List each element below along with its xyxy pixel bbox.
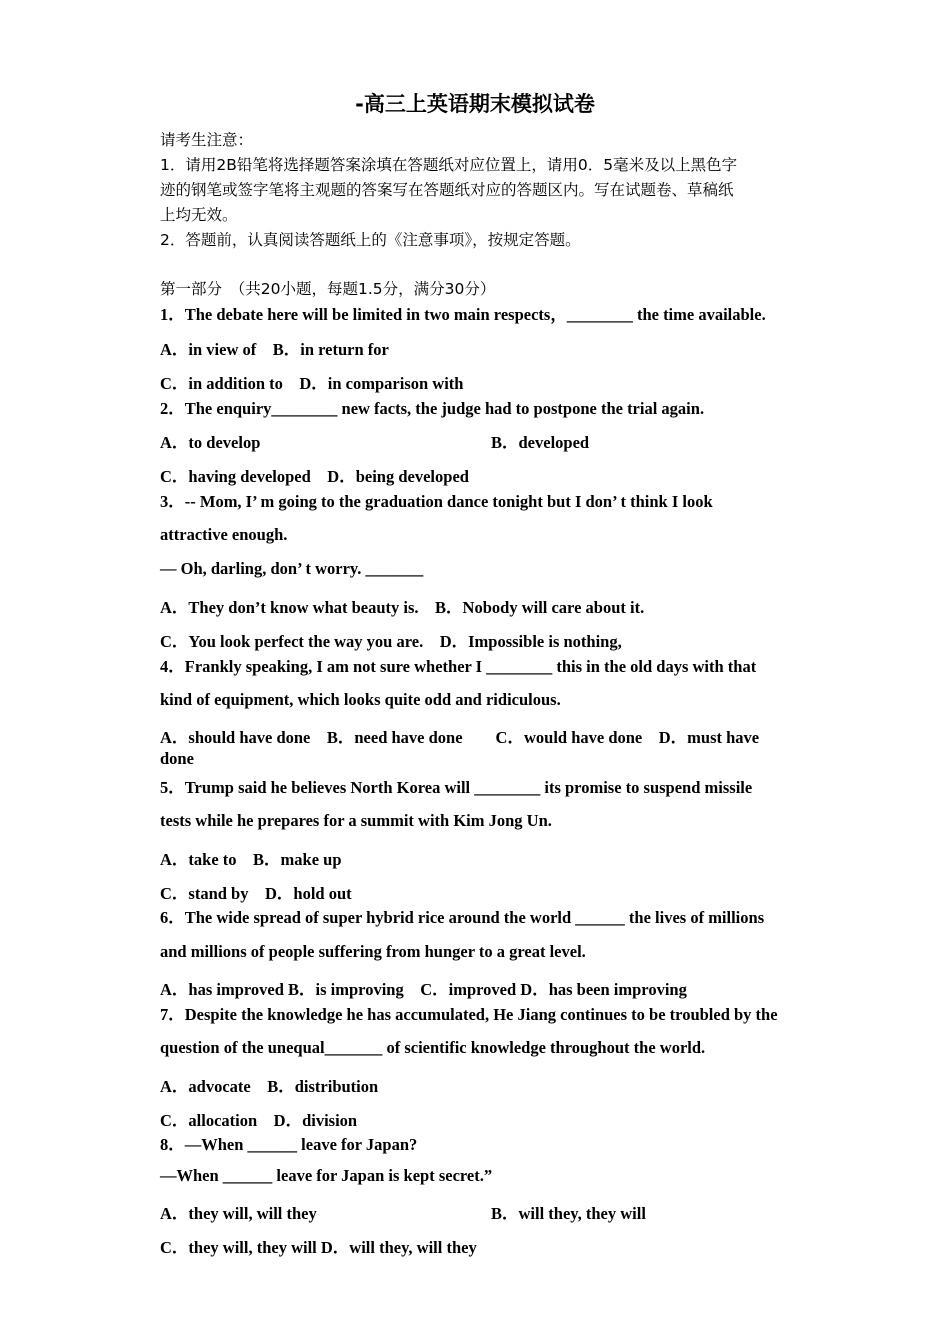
page-title: -高三上英语期末模拟试卷 [355, 92, 595, 116]
answer-options: A．advocate B．distribution [160, 1077, 379, 1096]
question-text: 2．The enquiry________ new facts, the judge had to postpone the trial again. [160, 399, 705, 418]
notice-heading: 请考生注意： [160, 131, 254, 149]
question-text: attractive enough. [160, 525, 288, 544]
answer-option-b: B．will they, they will [491, 1204, 646, 1223]
answer-options: A．should have done B．need have done C．would have done D．must have [160, 728, 760, 747]
answer-options: A．take to B．make up [160, 850, 342, 869]
answer-options: C．allocation D．division [160, 1111, 358, 1130]
question-text: kind of equipment, which looks quite odd and ridiculous. [160, 690, 561, 709]
question-text: tests while he prepares for a summit with Kim Jong Un. [160, 811, 552, 830]
answer-options: C．stand by D．hold out [160, 884, 352, 903]
answer-options: C．in addition to D．in comparison with [160, 374, 464, 393]
notice-line: 上均无效。 [160, 206, 238, 224]
answer-option-a: A．they will, will they [160, 1204, 317, 1223]
answer-options: A．They don’t know what beauty is. B．Nobody will care about it. [160, 598, 645, 617]
question-text: and millions of people suffering from hunger to a great level. [160, 942, 586, 961]
question-text: —When ______ leave for Japan is kept secret.” [160, 1166, 493, 1185]
notice-line: 1．请用2B铅笔将选择题答案涂填在答题纸对应位置上，请用0．5毫米及以上黑色字 [160, 156, 738, 174]
answer-options: C．having developed D．being developed [160, 467, 469, 486]
question-text: 4．Frankly speaking, I am not sure whether I ________ this in the old days with that [160, 657, 757, 676]
question-text: 7．Despite the knowledge he has accumulated, He Jiang continues to be troubled by the [160, 1005, 778, 1024]
question-text: 1．The debate here will be limited in two main respects，________ the time available. [160, 305, 766, 324]
answer-options: A．in view of B．in return for [160, 340, 389, 359]
answer-options: C．You look perfect the way you are. D．Impossible is nothing, [160, 632, 622, 651]
answer-options: C．they will, they will D．will they, will they [160, 1238, 477, 1257]
answer-options: A．has improved B．is improving C．improved D．has been improving [160, 980, 687, 999]
question-text: 6．The wide spread of super hybrid rice around the world ______ the lives of millions [160, 908, 765, 927]
notice-line: 迹的钢笔或签字笔将主观题的答案写在答题纸对应的答题区内。写在试题卷、草稿纸 [160, 181, 734, 199]
question-text: 5．Trump said he believes North Korea will ________ its promise to suspend missile [160, 778, 753, 797]
answer-options: done [160, 749, 194, 768]
question-text: — Oh, darling, don’ t worry. _______ [160, 559, 424, 578]
question-text: 3．-- Mom, I’ m going to the graduation dance tonight but I don’ t think I look [160, 492, 713, 511]
question-text: 8．—When ______ leave for Japan? [160, 1135, 418, 1154]
section-header: 第一部分 （共20小题，每题1.5分，满分30分） [160, 280, 496, 298]
question-text: question of the unequal_______ of scientific knowledge throughout the world. [160, 1038, 706, 1057]
answer-option-b: B．developed [491, 433, 590, 452]
notice-line: 2．答题前，认真阅读答题纸上的《注意事项》，按规定答题。 [160, 231, 581, 249]
answer-option-a: A．to develop [160, 433, 261, 452]
